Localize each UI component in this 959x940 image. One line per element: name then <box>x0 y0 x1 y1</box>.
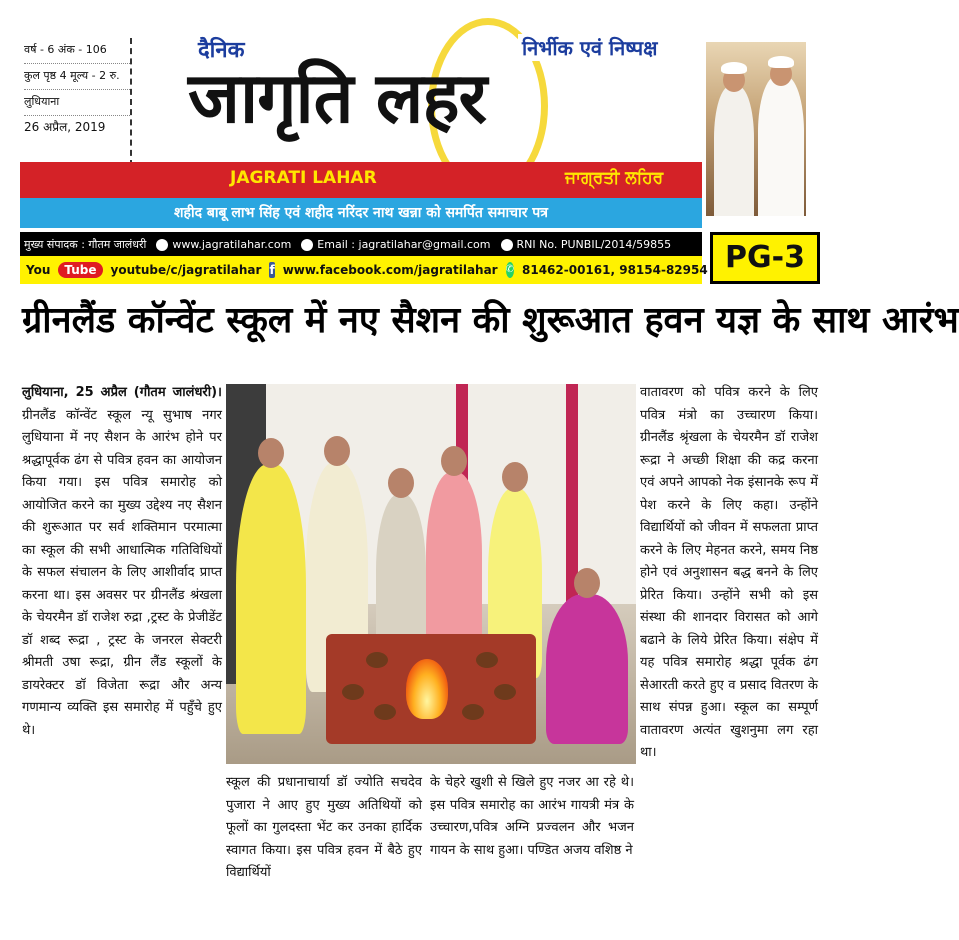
mail-icon <box>301 239 313 251</box>
fire-flame <box>406 659 448 719</box>
chief-editor: मुख्य संपादक : गौतम जालंधरी <box>24 237 147 251</box>
masthead-photo <box>704 40 808 218</box>
rni-number: RNI No. PUNBIL/2014/59855 <box>501 238 672 251</box>
youtube-logo-tube: Tube <box>58 262 102 278</box>
newspaper-tagline: निर्भीक एवं निष्पक्ष <box>518 34 661 61</box>
registration-icon <box>501 239 513 251</box>
facebook-icon: f <box>269 263 275 277</box>
daily-label: दैनिक <box>198 38 245 63</box>
article-column-right: वातावरण को पवित्र करने के लिए पवित्र मंत्रो का उच्चारण किया। ग्रीनलैंड श्रृंखला के चेयरमैन डॉ राजेश रूद्रा ने अच्छी शिक्षा की कद्र करना एवं अपने आपको नेक इंसानके रूप में पेश करने के लिए कहा। उन्होंने विद्यार्थियों को जीवन में सफलता प्राप्त करने के लिए मेहनत करने, समय निष्ठ होने एवं अनुशासन बद्ध बनने के लिए प्रेरित किया। उन्होंने सभी को इस संस्था की शानदार विरासत को आगे बढाने के लिये प्रेरित किया। संक्षेप में यह पवित्र समारोह श्रद्धा पूर्वक ढंग सेआरती करते हुए व प्रसाद वितरण के साथ संपन्न हुआ। स्कूल का सम्पूर्ण वातावरण अत्यंत खुशनुमा लग रहा था। <box>640 385 818 760</box>
contact-info-bar <box>20 232 702 256</box>
issue-info-box <box>24 38 132 166</box>
social-bar <box>20 256 708 284</box>
article-dateline: लुधियाना, 25 अप्रैल (गौतम जालंधरी)। <box>22 385 222 400</box>
masthead <box>18 14 822 284</box>
havan-photo <box>226 384 636 764</box>
website-link[interactable]: www.jagratilahar.com <box>156 238 291 251</box>
youtube-logo-you: You <box>26 263 51 277</box>
whatsapp-icon: ✆ <box>506 262 514 278</box>
dedication-band: शहीद बाबू लाभ सिंह एवं शहीद नरिंदर नाथ खन्ना को समर्पित समाचार पत्र <box>20 198 702 228</box>
pages-price: कुल पृष्ठ 4 मूल्य - 2 रु. <box>24 64 130 90</box>
article-column-mid-left: स्कूल की प्रधानाचार्या डॉ ज्योति सचदेव पुजारा ने आए हुए मुख्य अतिथियों को फूलों का गुलदस्ता भेंट कर उनका हार्दिक स्वागत किया। इस पवित्र हवन में बैठे हुए विद्यार्थियों <box>226 775 422 880</box>
issue-year: वर्ष - 6 अंक - 106 <box>24 38 130 64</box>
email-link[interactable]: Email : jagratilahar@gmail.com <box>301 238 490 251</box>
article-column-left <box>22 382 222 922</box>
english-name: JAGRATI LAHAR <box>230 168 377 188</box>
newspaper-title: जागृति लहर <box>188 57 487 139</box>
phone-numbers: 81462-00161, 98154-82954 <box>522 263 708 277</box>
gurmukhi-name: ਜਾਗ੍ਰਤੀ ਲਹਿਰ <box>565 168 664 188</box>
youtube-link[interactable]: youtube/c/jagratilahar <box>110 263 262 277</box>
page-number-badge: PG-3 <box>710 232 820 284</box>
article-column-mid-right: के चेहरे खुशी से खिले हुए नजर आ रहे थे। इस पवित्र समारोह का आरंभ गायत्री मंत्र के उच्चारण,पवित्र अग्नि प्रज्वलन और भजन गायन के साथ हुआ। पण्डित अजय वशिष्ठ ने <box>430 775 634 858</box>
name-band <box>20 162 702 198</box>
edition-city: लुधियाना <box>24 90 130 116</box>
edition-date: 26 अप्रैल, 2019 <box>24 120 106 134</box>
facebook-link[interactable]: www.facebook.com/jagratilahar <box>282 263 498 277</box>
globe-icon <box>156 239 168 251</box>
article-text-left: ग्रीनलैंड कॉन्वेंट स्कूल न्यू सुभाष नगर लुधियाना में नए सैशन के आरंभ होने पर श्रद्धापूर्वक ढंग से पवित्र हवन का आयोजन किया गया। इस पवित्र समारोह को आयोजित करने का मुख्य उद्देश्य नए सैशन की शुरूआत पर सर्व शक्तिमान परमात्मा का स्कूल की सभी आधात्मिक गतिविधियों के सफल संचालन के लिए आशीर्वाद प्राप्त करना था। इस अवसर पर ग्रीनलैंड श्रंखला के चेयरमैन डॉ राजेश रुद्रा ,ट्रस्ट के प्रेजीडेंट डॉ शब्द रूद्रा , ट्रस्ट के जनरल सेक्टरी श्रीमती उषा रूद्रा, ग्रीन लैंड स्कूलों के डायरेक्टर डॉ विजेता रूद्रा और अन्य गणमान्य व्यक्ति इस समारोह में पहुँचे हुए थे। <box>22 407 222 738</box>
article-headline: ग्रीनलैंड कॉन्वेंट स्कूल में नए सैशन की शुरूआत हवन यज्ञ के साथ आरंभ <box>22 300 959 341</box>
